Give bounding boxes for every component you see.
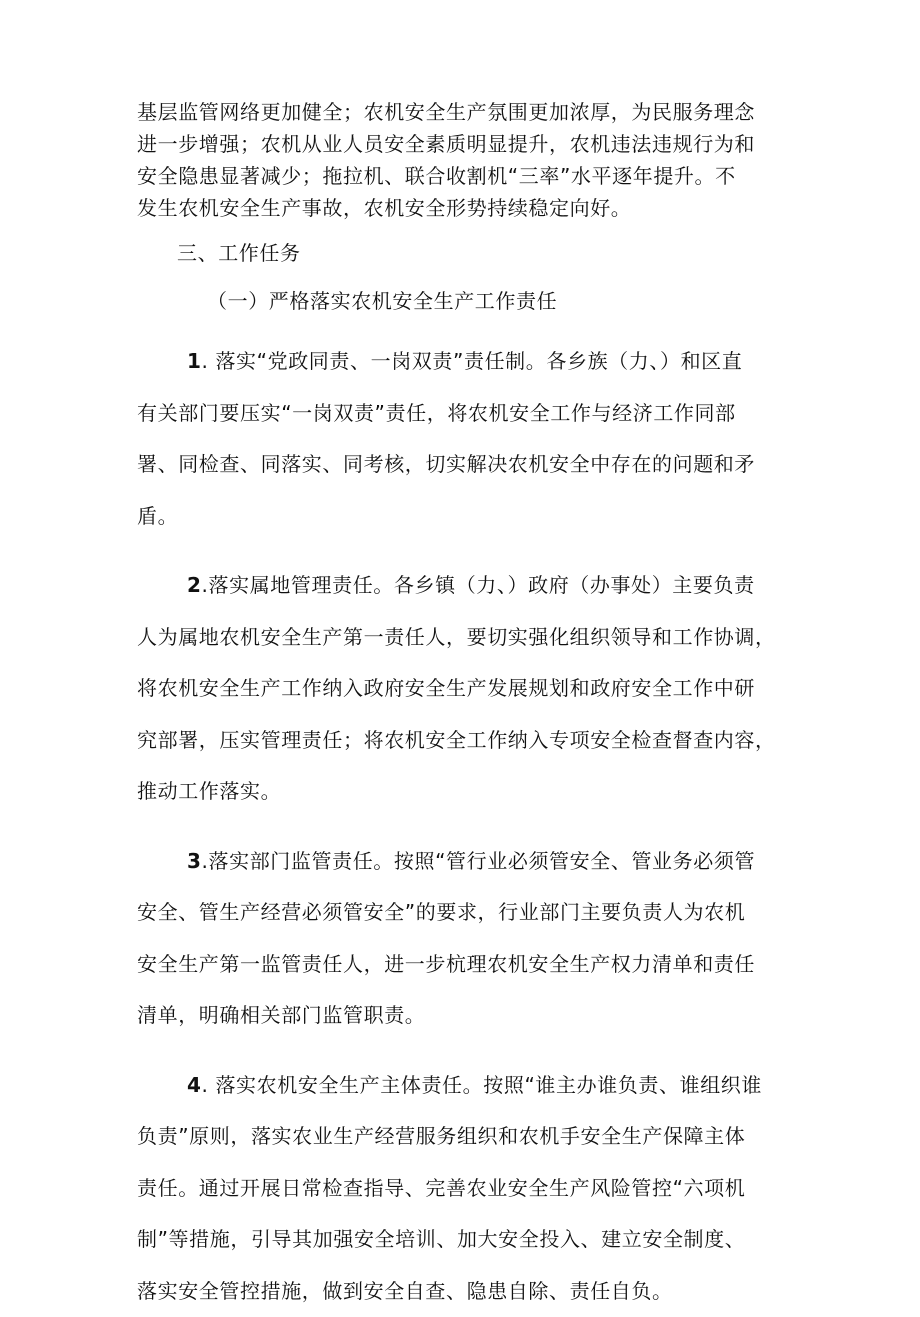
text-line: 安全、管生产经营必须管安全”的要求，行业部门主要负责人为农机 — [137, 887, 792, 939]
item-number: 4 — [187, 1073, 202, 1097]
list-item-3 — [137, 836, 792, 1042]
list-item-1 — [137, 336, 792, 542]
text-line: 制”等措施，引导其加强安全培训、加大安全投入、建立安全制度、 — [137, 1214, 792, 1266]
text-line: 有关部门要压实“一岗双责”责任，将农机安全工作与经济工作同部 — [137, 388, 792, 440]
text-line: 责任。通过开展日常检查指导、完善农业安全生产风险管控“六项机 — [137, 1163, 792, 1215]
text-line: 安全隐患显著减少；拖拉机、联合收割机“三率”水平逐年提升。不 — [137, 160, 792, 192]
item-number: 1 — [187, 349, 202, 373]
section-heading: 三、工作任务 — [137, 236, 792, 270]
item-number: 2 — [187, 573, 202, 597]
item-text: . 落实“党政同责、一岗双责”责任制。各乡族（力、）和区直 — [202, 349, 743, 373]
list-item-4 — [137, 1060, 792, 1317]
text-line: 安全生产第一监管责任人，进一步杭理农机安全生产权力清单和责任 — [137, 939, 792, 991]
sub-heading: （一）严格落实农机安全生产工作责任 — [137, 284, 792, 318]
list-item-2 — [137, 560, 792, 818]
text-line: 进一步增强；农机从业人员安全素质明显提升，农机违法违规行为和 — [137, 128, 792, 160]
text-line: 盾。 — [137, 491, 792, 543]
text-line — [137, 560, 792, 612]
text-line — [137, 836, 792, 888]
text-line — [137, 336, 792, 388]
text-line: 清单，明确相关部门监管职责。 — [137, 990, 792, 1042]
text-line: 将农机安全生产工作纳入政府安全生产发展规划和政府安全工作中研 — [137, 663, 792, 715]
text-line: 署、同检查、同落实、同考核，切实解决农机安全中存在的问题和矛 — [137, 439, 792, 491]
text-line: 发生农机安全生产事故，农机安全形势持续稳定向好。 — [137, 192, 792, 224]
intro-paragraph — [137, 96, 792, 224]
text-line: 究部署，压实管理责任；将农机安全工作纳入专项安全检查督查内容， — [137, 715, 792, 767]
item-text: .落实部门监管责任。按照“管行业必须管安全、管业务必须管 — [202, 849, 756, 873]
item-text: .落实属地管理责任。各乡镇（力、）政府（办事处）主要负责 — [202, 573, 755, 597]
text-line: 人为属地农机安全生产第一责任人，要切实强化组织领导和工作协调， — [137, 612, 792, 664]
text-line: 推动工作落实。 — [137, 766, 792, 818]
text-line: 落实安全管控措施，做到安全自查、隐患自除、责任自负。 — [137, 1266, 792, 1317]
item-number: 3 — [187, 849, 202, 873]
item-text: . 落实农机安全生产主体责任。按照“谁主办谁负责、谁组织谁 — [202, 1073, 762, 1097]
text-line: 负责”原则，落实农业生产经营服务组织和农机手安全生产保障主体 — [137, 1111, 792, 1163]
text-line — [137, 1060, 792, 1112]
document-page — [137, 96, 792, 1317]
text-line: 基层监管网络更加健全；农机安全生产氛围更加浓厚，为民服务理念 — [137, 96, 792, 128]
